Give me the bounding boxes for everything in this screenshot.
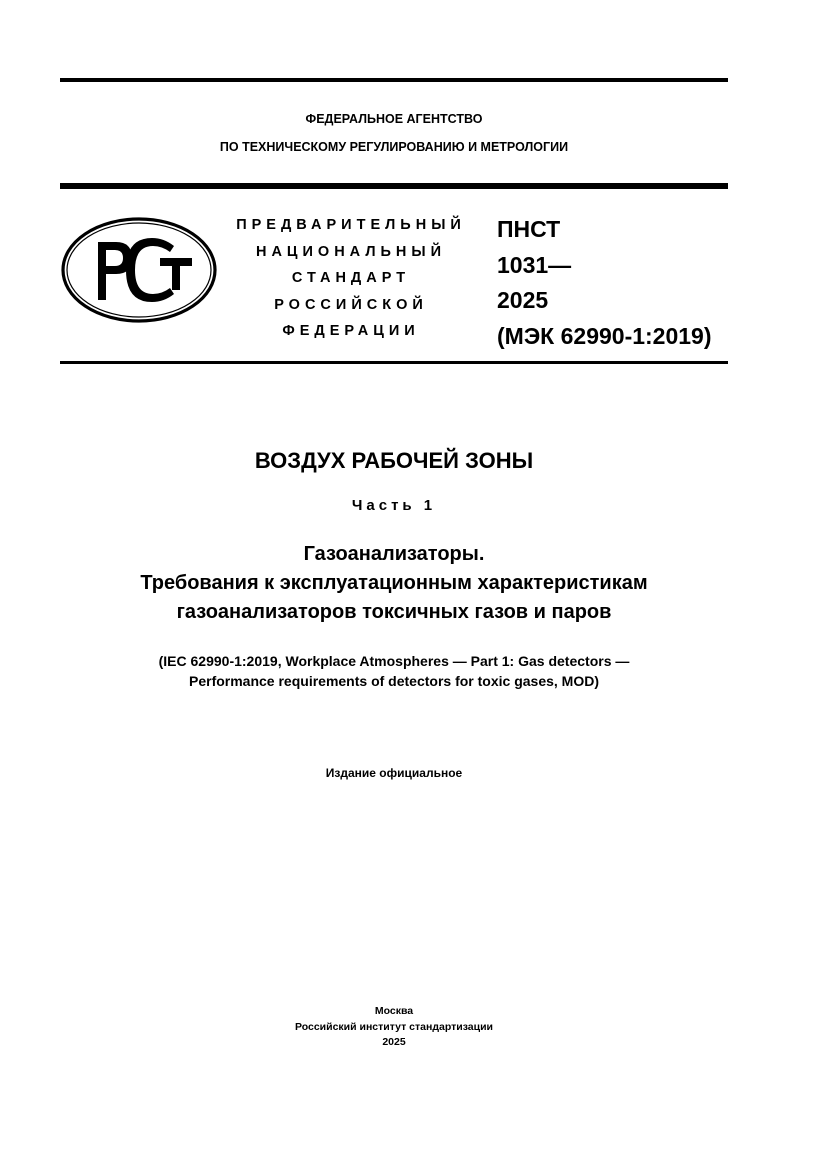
imprint — [60, 1004, 728, 1051]
imprint-publisher: Российский институт стандартизации — [294, 1020, 494, 1033]
standard-type-line: ПРЕДВАРИТЕЛЬНЫЙ — [236, 217, 466, 233]
standard-type-line: РОССИЙСКОЙ — [274, 296, 428, 313]
standard-type-line: НАЦИОНАЛЬНЫЙ — [255, 243, 447, 260]
edition-label: Издание официальное — [325, 766, 463, 780]
designation-line: 1031— — [497, 251, 572, 278]
designation-line: (МЭК 62990-1:2019) — [497, 322, 712, 349]
designation-rule — [60, 361, 728, 364]
standard-type-block — [222, 212, 480, 345]
designation-line: 2025 — [497, 287, 549, 313]
subtitle-line: Требования к эксплуатационным характеристикам — [140, 572, 648, 594]
document-subtitle — [60, 540, 728, 627]
document-title: ВОЗДУХ РАБОЧЕЙ ЗОНЫ — [254, 448, 534, 473]
agency-line-1: ФЕДЕРАЛЬНОЕ АГЕНТСТВО — [305, 112, 483, 126]
standard-type-line: ФЕДЕРАЦИИ — [282, 323, 420, 339]
imprint-city: Москва — [374, 1005, 414, 1017]
standard-designation — [497, 212, 737, 354]
subtitle-line: Газоанализаторы. — [303, 543, 485, 565]
header-rule — [60, 183, 728, 189]
intl-line: (IEC 62990-1:2019, Workplace Atmospheres — Part 1: Gas detectors — — [158, 653, 630, 669]
designation-line: ПНСТ — [497, 216, 561, 242]
top-rule — [60, 78, 728, 82]
agency-line-2: ПО ТЕХНИЧЕСКОМУ РЕГУЛИРОВАНИЮ И МЕТРОЛОГИИ — [219, 140, 569, 154]
intl-line: Performance requirements of detectors for toxic gases, MOD) — [189, 673, 599, 689]
international-reference — [60, 651, 728, 691]
gost-r-mark-icon — [60, 216, 218, 324]
standard-type-line: СТАНДАРТ — [291, 270, 411, 286]
imprint-year: 2025 — [382, 1036, 406, 1048]
subtitle-line: газоанализаторов токсичных газов и паров — [176, 601, 612, 623]
part-label: Часть 1 — [351, 497, 437, 514]
